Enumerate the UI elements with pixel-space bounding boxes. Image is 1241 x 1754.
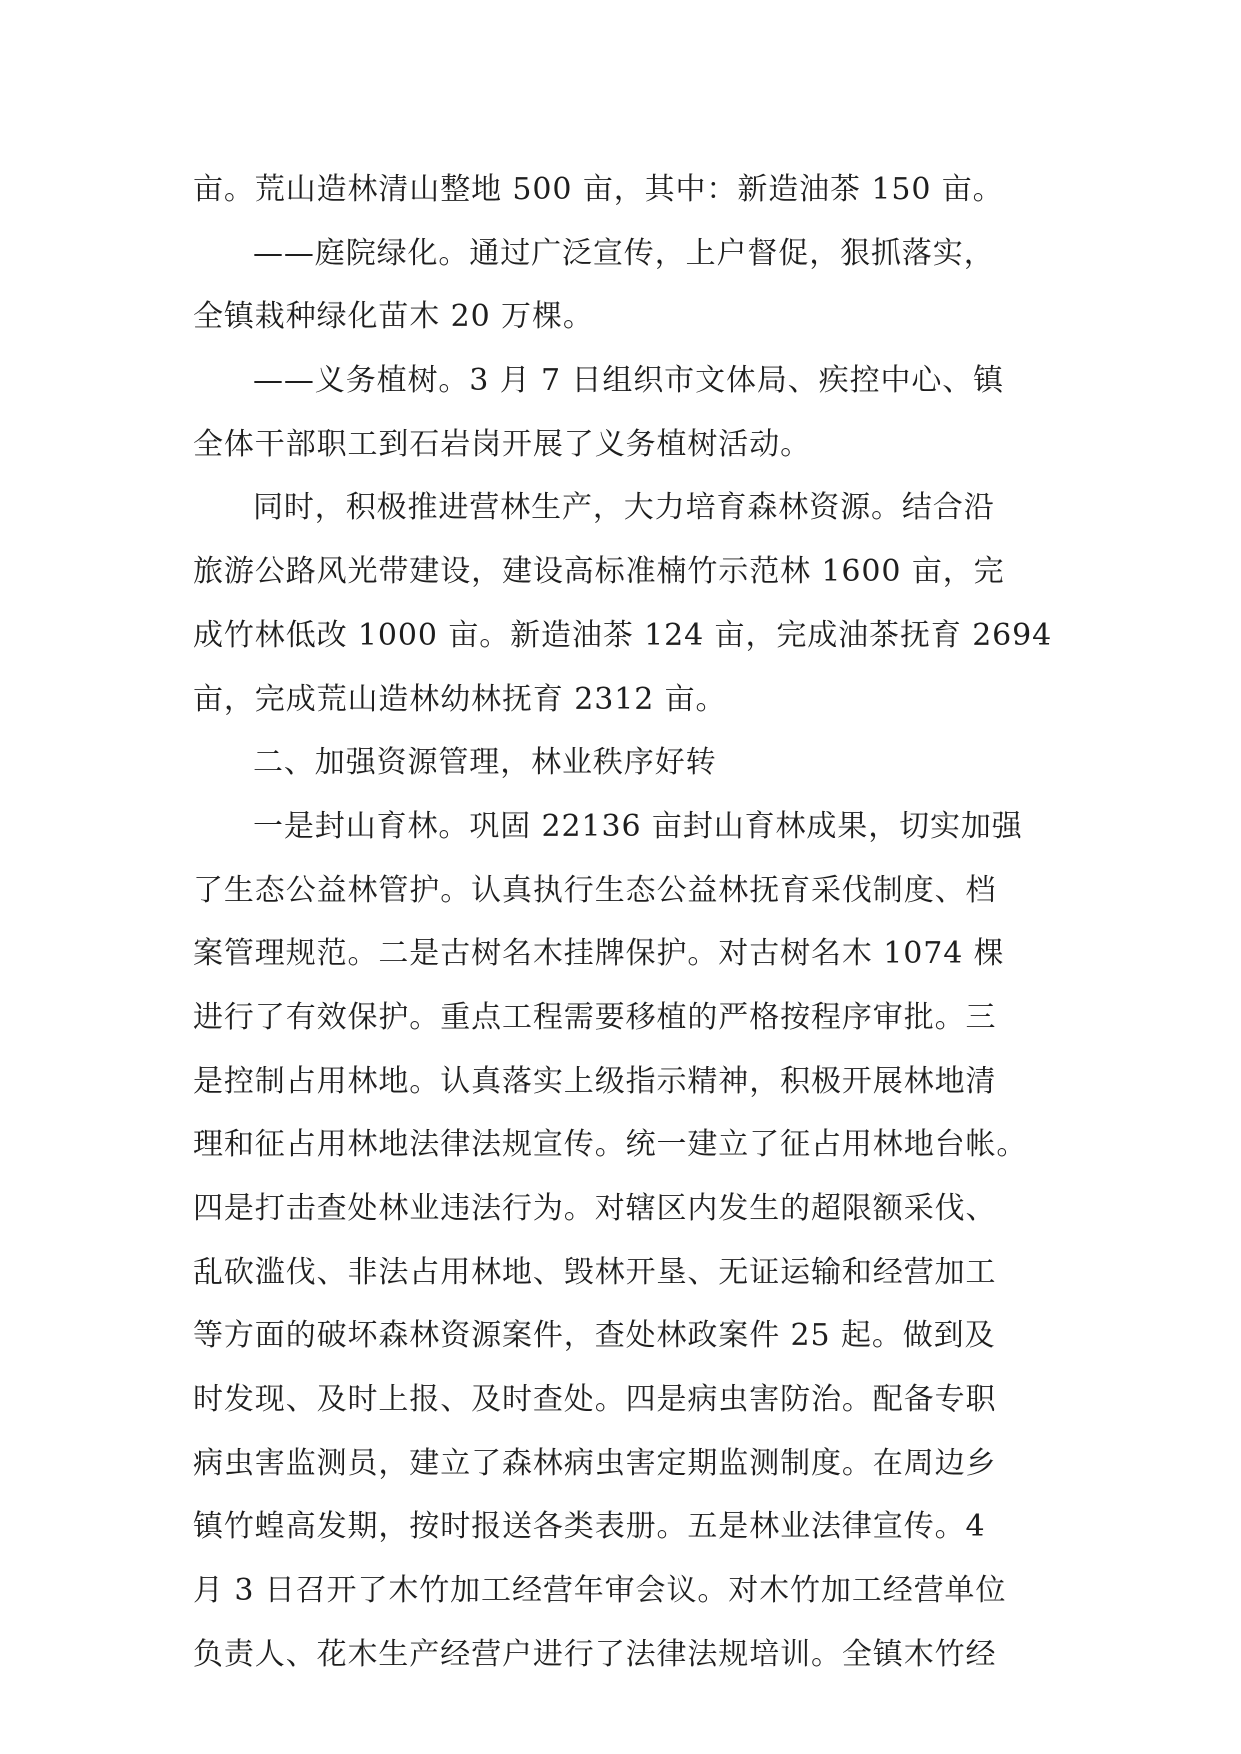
- text-line: 同时，积极推进营林生产，大力培育森林资源。结合沿: [253, 490, 995, 526]
- text-line: 全体干部职工到石岩岗开展了义务植树活动。: [193, 426, 811, 462]
- text-line: 二、加强资源管理，林业秩序好转: [253, 745, 717, 781]
- paragraph-2: [193, 222, 1058, 349]
- text-line: 理和征占用林地法律法规宣传。统一建立了征占用林地台帐。: [193, 1127, 1028, 1163]
- text-line: 四是打击查处林业违法行为。对辖区内发生的超限额采伐、: [193, 1191, 997, 1226]
- text-line: 是控制占用林地。认真落实上级指示精神，积极开展林地清: [193, 1063, 997, 1099]
- text-line: 月 3 日召开了木竹加工经营年审会议。对木竹加工经营单位: [193, 1573, 1007, 1609]
- paragraph-1: [193, 158, 1058, 222]
- text-line: 等方面的破坏森林资源案件，查处林政案件 25 起。做到及: [193, 1318, 996, 1354]
- paragraph-4: [193, 476, 1058, 731]
- text-line: 时发现、及时上报、及时查处。四是病虫害防治。配备专职: [193, 1382, 997, 1418]
- text-line: 了生态公益林管护。认真执行生态公益林抚育采伐制度、档: [193, 872, 997, 908]
- text-line: 旅游公路风光带建设，建设高标准楠竹示范林 1600 亩，完: [193, 554, 1005, 590]
- text-line: 案管理规范。二是古树名木挂牌保护。对古树名木 1074 棵: [193, 936, 1005, 972]
- text-line: 亩。荒山造林清山整地 500 亩，其中：新造油茶 150 亩。: [193, 172, 1004, 207]
- text-line: [193, 1687, 1058, 1751]
- text-line: 乱砍滥伐、非法占用林地、毁林开垦、无证运输和经营加工: [193, 1254, 997, 1290]
- text-line: 全镇栽种绿化苗木 20 万棵。: [193, 299, 594, 335]
- paragraph-3: [193, 349, 1058, 476]
- text-line: 进行了有效保护。重点工程需要移植的严格按程序审批。三: [193, 999, 997, 1035]
- document-page: [193, 158, 1058, 1750]
- paragraph-6: [193, 795, 1058, 1750]
- text-line: 成竹林低改 1000 亩。新造油茶 124 亩，完成油茶抚育 2694: [193, 617, 1053, 653]
- section-heading: [193, 731, 1058, 795]
- text-line: 负责人、花木生产经营户进行了法律法规培训。全镇木竹经: [193, 1636, 997, 1672]
- text-line: 一是封山育林。巩固 22136 亩封山育林成果，切实加强: [253, 808, 1023, 844]
- text-line: ——庭院绿化。通过广泛宣传，上户督促，狠抓落实，: [253, 235, 995, 271]
- text-line: 病虫害监测员，建立了森林病虫害定期监测制度。在周边乡: [193, 1445, 997, 1481]
- text-line: 亩，完成荒山造林幼林抚育 2312 亩。: [193, 681, 727, 717]
- text-line: 镇竹蝗高发期，按时报送各类表册。五是林业法律宣传。4: [193, 1509, 986, 1545]
- text-line: ——义务植树。3 月 7 日组织市文体局、疾控中心、镇: [253, 363, 1005, 399]
